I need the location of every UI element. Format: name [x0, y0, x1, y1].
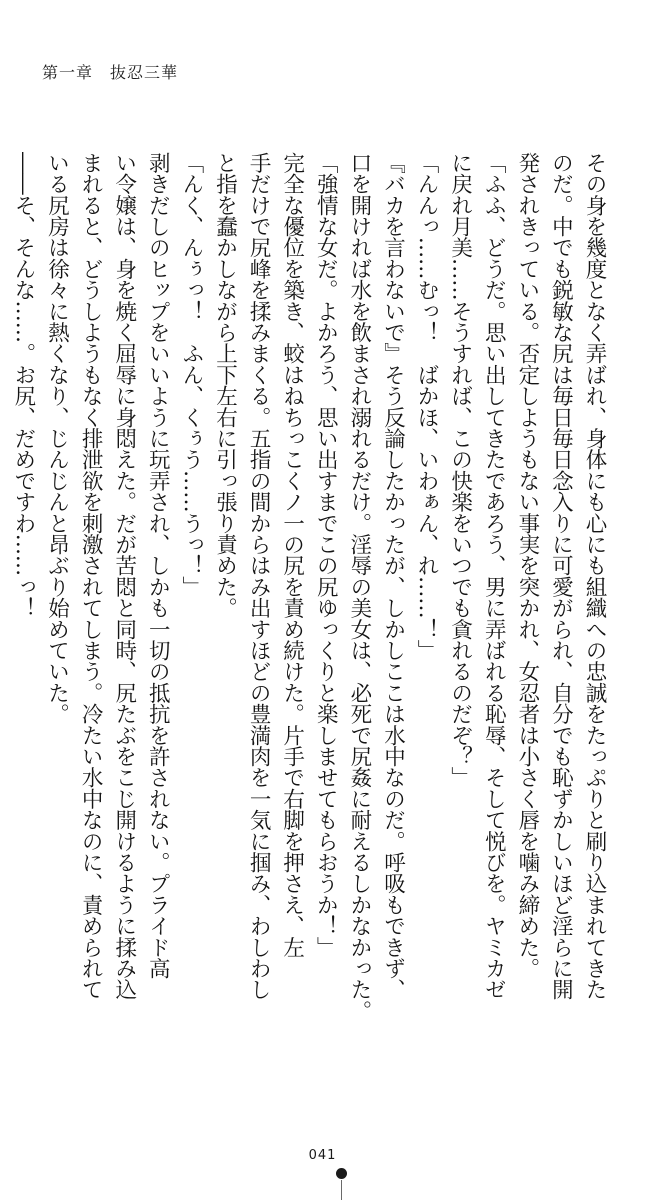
text-line: まれると、どうしようもなく排泄欲を刺激されてしまう。冷たい水中なのに、責められて: [78, 152, 104, 1001]
text-line: と指を蠢かしながら上下左右に引っ張り責めた。: [212, 152, 238, 619]
text-line: 口を開ければ水を飲まされ溺れるだけ。淫辱の美女は、必死で尻姦に耐えるしかなかった。: [346, 152, 372, 1022]
text-line: 「んく、んぅっ！ ふん、くぅう……うっ！」: [178, 152, 204, 598]
text-line: い令嬢は、身を焼く屈辱に身悶えた。だが苦悶と同時、尻たぶをこじ開けるように揉み込: [111, 152, 137, 1001]
running-header: 第一章 抜忍三華: [42, 63, 179, 82]
text-line: ――そ、そんな……。お尻、だめですわ……っ！: [10, 152, 36, 619]
page-number: 041: [308, 1148, 337, 1163]
text-line: 発されきっている。否定しようもない事実を突かれ、女忍者は小さく唇を噛み締めた。: [514, 152, 540, 979]
text-line: 手だけで尻峰を揉みまくる。五指の間からはみ出すほどの豊満肉を一気に掴み、わしわし: [246, 152, 272, 1001]
text-line: 剥きだしのヒップをいいように玩弄され、しかも一切の抵抗を許されない。プライド高: [145, 152, 171, 979]
page-marker-line: [341, 1180, 342, 1200]
vertical-body-text: [10, 152, 611, 1154]
page-marker-dot-icon: [336, 1168, 347, 1179]
text-line: いる尻房は徐々に熱くなり、じんじんと昂ぶり始めていた。: [44, 152, 70, 725]
text-line: その身を幾度となく弄ばれ、身体にも心にも組織への忠誠をたっぷりと刷り込まれてきた: [582, 152, 607, 1001]
text-line: 「んんっ……むっ！ ばかほ、いわぁん、れ……！」: [414, 152, 440, 661]
text-line: 「強情な女だ。よかろう、思い出すまでこの尻ゆっくりと楽しませてもらおうか！」: [313, 152, 339, 958]
text-line: に戻れ月美……そうすれば、この快楽をいつでも貪れるのだぞ？」: [447, 152, 473, 789]
text-line: 完全な優位を築き、蛟はねちっこくノ一の尻を責め続けた。片手で右脚を押さえ、左: [279, 152, 305, 958]
text-line: 「ふふ、どうだ。思い出してきたであろう、男に弄ばれる恥辱、そして悦びを。ヤミカゼ: [481, 152, 507, 1001]
text-line: のだ。中でも鋭敏な尻は毎日毎日念入りに可愛がられ、自分でも恥ずかしいほど淫らに開: [548, 152, 574, 1001]
text-line: 『バカを言わないで』そう反論したかったが、しかしここは水中なのだ。呼吸もできず、: [380, 152, 406, 1001]
